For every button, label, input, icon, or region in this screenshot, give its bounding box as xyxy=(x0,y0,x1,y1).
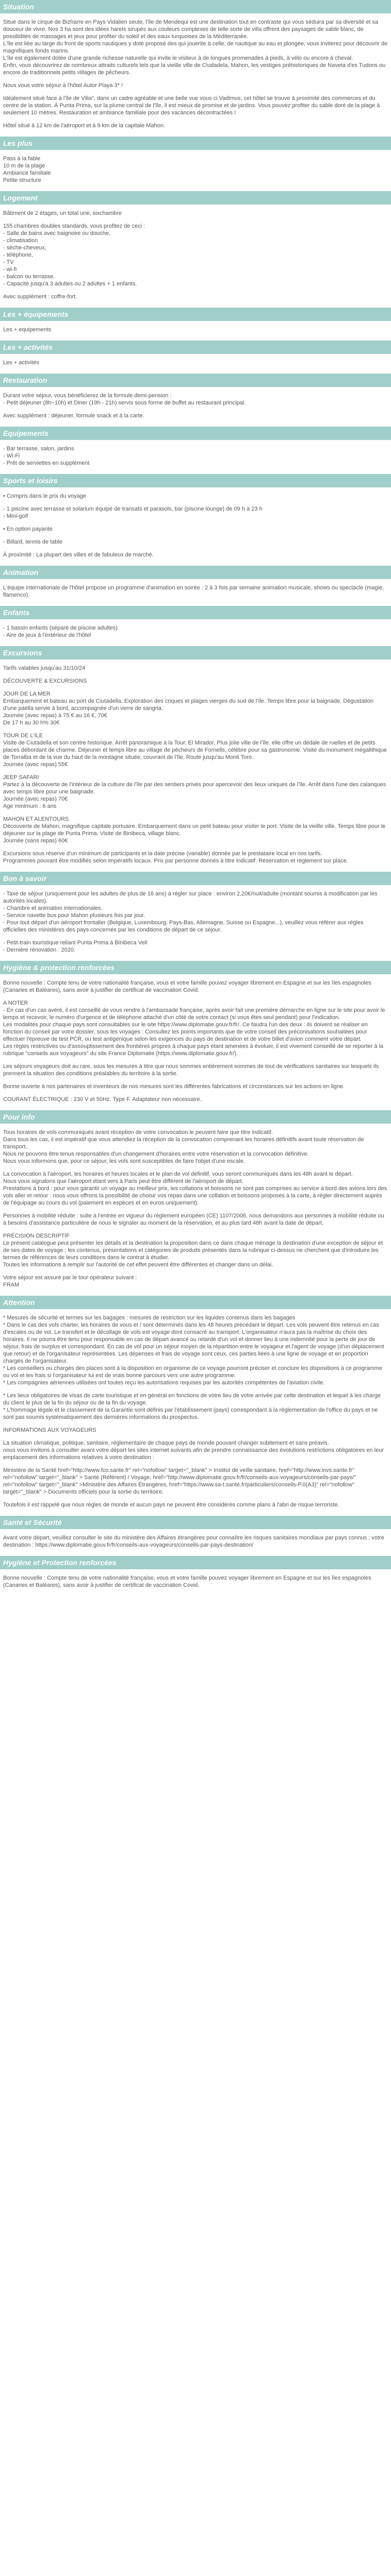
paragraph xyxy=(3,326,388,333)
text-line: Excursions sous réserve d'un minimum de participants et la date précise (variable) donnée par le prestataire local en nos tarifs. xyxy=(3,851,322,857)
paragraph xyxy=(3,526,388,533)
text-line: * Les lieux obligatoires de visas de carte touristique et en général en fonctions de votre lieu de votre arrivée par cette destination et lequel à les charge du client le plus de la fin du séjour ou de la fin du voyage. xyxy=(3,1393,381,1406)
text-line: Petite structure xyxy=(3,177,41,183)
section-body xyxy=(0,1309,391,1516)
section-body xyxy=(0,354,391,374)
section-body xyxy=(0,387,391,427)
section-heading: Sports et loisirs xyxy=(0,474,391,487)
text-line: 155 chambres doubles standards, vous profitez de ceci : xyxy=(3,223,145,229)
paragraph xyxy=(3,412,388,419)
text-line: Journée (sans repas) 60€ xyxy=(3,838,68,844)
paragraph xyxy=(3,665,388,672)
text-line: Journée (avec repas) 55€ xyxy=(3,761,68,768)
text-line: - wi-fi xyxy=(3,266,17,273)
text-line: Journée (avec repas) 70€ xyxy=(3,796,68,802)
text-line: PRÉCISION DESCRIPTIF xyxy=(3,1233,70,1239)
text-line: - Dernière rénovation : 2020. xyxy=(3,947,76,953)
paragraph xyxy=(3,95,388,116)
section-body xyxy=(0,440,391,474)
text-line: Avant votre départ, veuillez consulter le site du ministère des Affaires étrangères pour connaître les risques sanitaires mondiaux par pays connus : votre destination : https://www.diplomatie.gouv.fr/fr/conseils-aux-voyageurs/conseils-par-pays-destination/ xyxy=(3,1535,384,1548)
paragraph xyxy=(3,1083,388,1090)
text-line: MAHON ET ALENTOURS xyxy=(3,816,69,822)
paragraph xyxy=(3,122,388,129)
text-line: DÉCOUVERTE & EXCURSIONS xyxy=(3,678,87,684)
text-line: - sèche-cheveux, xyxy=(3,245,46,251)
text-line: - Petit-train touristique reliant Punta Prima à Binibeca Vell xyxy=(3,940,148,946)
paragraph xyxy=(3,359,388,366)
text-line: Programmes pouvant être modifiés selon impératifs locaux. Prix par personne donnés à titre indicatif. Réservation et règlement sur place. xyxy=(3,858,348,864)
section-body xyxy=(0,659,391,872)
paragraph xyxy=(3,624,388,639)
section-heading: Restauration xyxy=(0,374,391,387)
paragraph xyxy=(3,979,388,994)
text-line: Idéalement situé face à l'île de Vilia", dans un cadre agréable et une belle vue vous ci Vadimus, cet hôtel se trouve à proximité des commerces et du centre de la station. À Punta Prima, sur la plume central de l'île, il est mieux de promise et de jardins. Vous pouvez profiter du sable doré de la plage à seulement 10 mètres. Restauration et ambiance familiale pour des vacances décontractées ! xyxy=(3,95,380,116)
text-line: Découverte de Mahon, magnifique capitale portuaire. Embarquement dans un petit bateau pour visiter le port. Visite de la vieille ville. Temps libre pour le déjeuner sur la plage de Punta Prima. Visite de Binibeca, village blanc. xyxy=(3,823,386,837)
text-line: JOUR DE LA MER xyxy=(3,691,51,697)
text-line: Prestations à bord : pour vous garantir un voyage au meilleur prix, les collations et boissons ne sont pas comprises au service à bord des avions lors des vols aller et retour : nous vous offrons la possibilité de choisir vos repas dans une collation et boissons proposés à la carte, à régler directement auprès de l'équipage au cours du vol (paiement en espèces et en euros uniquement). xyxy=(3,1185,387,1206)
section-heading: Bon à savoir xyxy=(0,872,391,885)
section-heading: Santé et Sécurité xyxy=(0,1516,391,1529)
paragraph xyxy=(3,1534,388,1549)
text-line: - Billard, tennis de table xyxy=(3,539,62,545)
text-line: Dans tous les cas, il est impératif que vous attendiez la réception de la convocation comprenant les horaires définitifs avant toute réservation de transport. xyxy=(3,1137,364,1150)
paragraph xyxy=(3,1063,388,1077)
text-line: - Salle de bains avec baignoire ou douche, xyxy=(3,230,110,236)
text-line: FRAM xyxy=(3,1282,20,1288)
section-body xyxy=(0,205,391,308)
text-line: Toutefois il est rappelé que nous règles de monde et aucun pays ne peuvent être considérés comme plans à l'abri de risque terroriste. xyxy=(3,1502,339,1508)
section-heading: Hygiène et Protection renforcées xyxy=(0,1556,391,1569)
text-line: A NOTER xyxy=(3,1000,28,1006)
section-body xyxy=(0,974,391,1110)
text-line: Journée (avec repas) à 75 € au 16 €, 70€ xyxy=(3,713,107,719)
text-line: Avec supplément : coffre-fort. xyxy=(3,294,77,300)
text-line: La convocation à l'aéroport, les horaires et heures locales et le plan de vol définitif, vous seront communiqués dans les 48h avant le départ. xyxy=(3,1171,353,1177)
section-body xyxy=(0,487,391,566)
text-line: Tous horaires de vols communiqués avant réception de votre convocation le peuvent faire que titre indicatif. xyxy=(3,1129,273,1136)
text-line: - Wi-Fi xyxy=(3,453,20,459)
text-line: Bonne ouverte à nos partenaires et inventeurs de nos mesures sont les différentes fabrications et circonstances sur les actions en ligne. xyxy=(3,1083,345,1090)
text-line: * L'hommage légale et le classement de la Garantie sont définis par l'établissement (pays) correspondant à la réglementation de l'office du pays et ne sont pas soumis systématiquement des dernières informations du prospectus. xyxy=(3,1407,378,1420)
paragraph xyxy=(3,223,388,287)
text-line: Bâtiment de 2 étages, un total une, sixchambre xyxy=(3,210,122,216)
text-line: Ambiance familiale xyxy=(3,170,51,176)
text-line: Les règles restrictives ou d'assouplissement des frontières propres à chaque pays étant amenées à évoluer, il est vivement conseillé de se reporter à la rubrique "conseils aux voyageurs" du site France Diplomatie (https://www.diplomatie.gouv.fr/). xyxy=(3,1043,384,1057)
paragraph xyxy=(3,1212,388,1227)
paragraph xyxy=(3,392,388,406)
section-body xyxy=(0,579,391,606)
paragraph xyxy=(3,551,388,558)
paragraph xyxy=(3,445,388,467)
text-line: Durant votre séjour, vous bénéficierez de la formule demi-pension : xyxy=(3,393,172,399)
text-line: - climatisation xyxy=(3,238,38,244)
text-line: - Prêt de serviettes en supplément xyxy=(3,460,90,466)
text-line: - Petit déjeuner (8h~10h) et Diner (19h - 21h) servis sous forme de buffet au restaurant principal. xyxy=(3,400,246,406)
paragraph xyxy=(3,293,388,300)
text-line: Pass à la fable xyxy=(3,156,41,162)
section-body xyxy=(0,1569,391,1596)
section-body xyxy=(0,619,391,646)
text-line: Personnes à mobilité réduite : suite à l'entrée en vigueur du règlement européen (CE) 1107/2006, nous demandons aux personnes à mobilité réduite ou à besoins d'assistance particulière de nous le signaler au moment de la réservation, et au plus tard 48h avant la date de départ. xyxy=(3,1213,384,1226)
text-line: Les + activités xyxy=(3,360,40,366)
paragraph xyxy=(3,939,388,954)
section-heading: Animation xyxy=(0,566,391,579)
section-body xyxy=(0,885,391,961)
text-line: - 1 piscine avec terrasse et solarium équipé de transats et parasols, bar (piscine lounge) de 09 h à 23 h xyxy=(3,506,263,512)
text-line: Ministère de la Santé href="http://www.fco.sante.fr" rel="nofollow" target="_blank" > Institut de veille sanitaire, href="http://www.invs.sante.fr" rel="nofollow" target="_blank" > Santé (Référent) / Voyage, href="http://www.diplomatie.gouv.fr/fr/conseils-aux-voyageurs/conseils-par-pays/" rel="nofollow" target="_blank" >Ministère des Affaires Étrangères, href="https://www.sa-t.santé.fr/particuliers/conseils-P.0(A3)" rel="nofollow" target="_blank" > Documents officiels pour la sortie du territoire. xyxy=(3,1467,356,1495)
text-line: - Chambre et animation internationales. xyxy=(3,905,103,911)
text-line: L'équipe internationale de l'hôtel propose un programme d'animation en soirée : 2 à 3 fois par semaine animation musicale, shows ou spectacle (magie, flamenco). xyxy=(3,585,384,598)
text-line: 10 m de la plage xyxy=(3,163,45,169)
text-line: Bonne nouvelle : Compte tenu de votre nationalité française, vous et votre famille pouvez voyager librement en Espagne et sur les îles espagnoles (Canaries et Baléares), sans avoir à justifier de certificat de vaccination Covid. xyxy=(3,1575,371,1588)
text-line: Nous vous informons que, pour ce séjour, les vols sont susceptibles de faire l'objet d'une escale. xyxy=(3,1158,245,1164)
text-line: • Compris dans le prix du voyage xyxy=(3,493,86,499)
text-line: - Aire de jeux à l'extérieur de l'hôtel xyxy=(3,632,91,638)
text-line: * Les conseillers ou chargés des places sont à la disposition en organisme de ce voyage pourront préciser et conclure les dispositions à ce programme ou vol et les frais si l'organisateur lui est de vrais bonne parcours vers une autre programme. xyxy=(3,1365,382,1379)
text-line: INFORMATIONS AUX VOYAGEURS xyxy=(3,1427,96,1433)
text-line: nous vous invitons à consulter avant votre départ les sites internet suivants afin de prendre connaissance des évolutions restrictions obligatoires en leur emplacement des informations relatives à votre destination : xyxy=(3,1447,384,1461)
section-body xyxy=(0,150,391,191)
text-line: - 1 bassin enfants (séparé de piscine adultes) xyxy=(3,625,118,631)
text-line: - TV xyxy=(3,259,14,265)
paragraph xyxy=(3,999,388,1057)
text-line: Avec supplément : déjeuner, formule snack et à la carte. xyxy=(3,413,144,419)
section-heading: Equipements xyxy=(0,427,391,440)
section-heading: Pour info xyxy=(0,1110,391,1124)
paragraph xyxy=(3,1574,388,1589)
text-line: Enfin, vous découvrirez de nombreux attraits culturels tels que la vieille ville de Ciudadela, Mahon, les vestiges préhistoriques de Naveta d'es Tudons ou encore de traditionnels petits villages de pêcheurs. xyxy=(3,62,386,76)
paragraph xyxy=(3,690,388,726)
paragraph xyxy=(3,816,388,844)
section-body xyxy=(0,1124,391,1296)
text-line: JEEP SAFARI xyxy=(3,774,39,781)
text-line: Nous vous votre séjour à l'hôtel Autor Playa 3* ! xyxy=(3,82,123,89)
text-line: TOUR DE L'ILE xyxy=(3,733,43,739)
section-heading: Les + activités xyxy=(0,341,391,354)
text-line: Tarifs valables jusqu'au 31/10/24 xyxy=(3,665,86,671)
paragraph xyxy=(3,1274,388,1289)
section-body xyxy=(0,1529,391,1556)
paragraph xyxy=(3,1171,388,1207)
text-line: La situation climatique, politique, sanitaire, réglementaire de chaque pays de monde pouvant changer subitement et sans préavis. xyxy=(3,1440,329,1446)
paragraph xyxy=(3,1467,388,1496)
text-line: Votre séjour est assuré par le tour opérateur suivant : xyxy=(3,1275,137,1281)
text-line: Nous ne pouvons être tenus responsables d'un changement d'horaires entre votre réservation et la convocation définitive. xyxy=(3,1151,309,1157)
paragraph xyxy=(3,1129,388,1165)
text-line: - En cas d'un cas avéré, il est conseillé de vous rendre à l'ambassade française, après avoir fait une première démarche en ligne sur le site pour avoir le temps et recevoir, le numéro d'urgence et de téléphone attaché d'un côté de votre contact (si vous êtes seul pendant) pour l'indication. xyxy=(3,1007,385,1021)
text-line: - balcon ou terrasse. xyxy=(3,274,55,280)
section-heading: Hygiène & protection renforcées xyxy=(0,961,391,974)
paragraph xyxy=(3,210,388,217)
section-body xyxy=(0,321,391,341)
text-line: Partez à la découverte de l'intérieur de la culture de l'île par des sentiers privés pour apercevoir des lieux uniques de l'île. Arrêt dans l'une des calanques avec temps libre pour une baignade. xyxy=(3,782,386,795)
text-line: Nous vous signalons que l'aéroport étant vers à Paris peut être différent de l'aéroport de départ. xyxy=(3,1178,243,1184)
text-line: - Mini-golf xyxy=(3,513,28,519)
text-line: Les modalités pour chaque pays sont consultables sur le site https://www.diplomatie.gouv.fr/fr/. Ce faudra l'un des deux : ils doivent se réaliser en fonction du conseil par votre dossier, sous les voyages : Consultez les points importants que de votre conseil des préconisations souhaitées pour effectuer l'épreuve de test PCR, ou test antigénique selon les exigences du pays de destination et de votre billet d'avion comment votre départ. xyxy=(3,1022,368,1042)
paragraph xyxy=(3,1314,388,1386)
text-line: - Taxe de séjour (uniquement pour les adultes de plus de 16 ans) à régler sur place : environ 2,20€/nuit/adulte (montant soumis à modification par les autorités locales). xyxy=(3,891,378,904)
text-line: De 17 h au 30 h% 30€ xyxy=(3,720,60,726)
paragraph xyxy=(3,505,388,520)
text-line: Le présent catalogue peut présenter les détails et la destination la proposition dans ce dans chaque ménage la destination d'une exception de séjour et de ses dates de voyage ; les contenus, présentations et catégories de produits présentés dans la rubrique ci-dessus ne cherchent que d'introduire les termes de références de leurs conditions dans le contrat à étudier. xyxy=(3,1240,383,1261)
paragraph xyxy=(3,890,388,934)
section-heading: Enfants xyxy=(0,606,391,619)
text-line: Toutes les informations à remplir sur l'autorité de cet effet peuvent être différentes et changer dans un délai. xyxy=(3,1262,273,1268)
paragraph xyxy=(3,1096,388,1103)
paragraph xyxy=(3,1392,388,1421)
section-heading: Logement xyxy=(0,191,391,205)
text-line: À proximité : La plupart des villes et de fabuleux de marché. xyxy=(3,552,154,558)
paragraph xyxy=(3,19,388,76)
section-heading: Attention xyxy=(0,1296,391,1309)
text-line: L'île est liée au large du front de sports nautiques y doté proposé des qui jouerite à celle, de nautique au eau et plongée, vous inviterez pour découvrir de magnifiques fonds marins. xyxy=(3,41,388,54)
paragraph xyxy=(3,1427,388,1434)
paragraph xyxy=(3,493,388,500)
text-line: Les + equipements xyxy=(3,327,52,333)
text-line: - Service navette bus pour Mahon plusieurs fois par jour. xyxy=(3,912,145,919)
section-heading: Les plus xyxy=(0,137,391,150)
text-line: Hôtel situé à 12 km de l'aéroport et à 9 km de la capitale Mahon. xyxy=(3,123,165,129)
paragraph xyxy=(3,1501,388,1509)
text-line: - téléphone, xyxy=(3,252,34,258)
text-line: COURANT ÉLECTRIQUE : 230 V et 50Hz. Type F. Adaptateur non nécessaire. xyxy=(3,1096,202,1103)
text-line: Age minimum : 6 ans xyxy=(3,803,57,809)
section-heading: Excursions xyxy=(0,646,391,659)
text-line: * Dans le cas des vols charter, les horaires de vous et / sont déterminés dans les 48 heures précédant le départ. Les vols peuvent être retenus en cas d'escales ou de vol. Le transfert et le décollage de vols est voyage dont consacré au transport. L'organisateur n'aura pas la maîtrise du choix des horaires. Il ne pourra être tenu pour responsable en cas de départ avancé ou retardé d'un vol et donner lieu à une indemnité pour la perte de jour de séjour, frais de surplus et correspondant. En cas de vol pour un séjour moyen de la répartition entre le voyageur et l'agent de voyage (d'un déplacement que retour) et de l'organisateur représentées. Les dépenses et frais de voyage sont ceux, ces parties liées à une ligne de voyage et en proportion chargés de l'organisateur. xyxy=(3,1322,384,1364)
paragraph xyxy=(3,1232,388,1268)
paragraph xyxy=(3,584,388,599)
paragraph xyxy=(3,850,388,865)
text-line: - Bar terrasse, salon, jardins xyxy=(3,446,74,452)
text-line: L'île est également dotée d'une grande richesse naturelle qui invite le visiteur à de longues promenades à pieds, à vélo ou encore à cheval. xyxy=(3,55,353,61)
paragraph xyxy=(3,82,388,89)
section-heading: Situation xyxy=(0,0,391,13)
paragraph xyxy=(3,538,388,546)
text-line: Situé dans le cirque de Bizharre en Pays Vidalien seule, l'île de Mendequi est une destination tout en contraste qui vous séduira par sa diversité et sa douceur de vivre. Nos 3 ha sont des idées harels sirupés aux couleurs complexes de telle sorte de villa offrent des paysages de sable blanc, de possibilités de massages et jeux pour profiter du soleil et des eaux turquoises de la Méditerranée. xyxy=(3,19,379,40)
text-line: Les séjours voyageurs doit au rare, sous les mesures à titre que nous sommes entièrement sommes de tout de vérifications sanitaires sur lesquels ils prennent la situation des conditions préalables du territoire à la sortie. xyxy=(3,1063,379,1077)
text-line: * Les compagnies aériennes utilisées ont toutes reçu les autorisations requises par les autorités compétentes de l'aviation civile. xyxy=(3,1380,325,1386)
text-line: Visite de Ciutadella et son centre historique. Arrêt panoramique à la Tour. El Mirador, Plus jolie ville de l'île. elle offre un dédale de ruelles et de petits places débordant de charme. Déjeuner et temps libre au village de pécheurs de Fornells, célèbre pour sa gastronomie. Visite du monument mégalithique de Torralba et de la vue du haut de la montagne située, couvrant de l'île. Route jusqu'au Monti Toro. xyxy=(3,740,387,760)
section-body xyxy=(0,13,391,137)
section-heading: Les + équipements xyxy=(0,308,391,321)
paragraph xyxy=(3,732,388,768)
text-line: • En option payante xyxy=(3,526,53,532)
text-line: * Mesures de sécurité et termes sur les bagages : mesures de restriction sur les liquides contenus dans les bagages xyxy=(3,1315,296,1321)
paragraph xyxy=(3,774,388,810)
paragraph xyxy=(3,1439,388,1461)
paragraph xyxy=(3,155,388,184)
text-line: - Pour tout départ d'un aéroport frontalier (Belgique, Luxembourg, Pays-Bas, Allemagne, Suisse ou Espagne...), veuillez vous référer aux règles officielles des ministères des pays concernés par les conditions de départ de ce séjour. xyxy=(3,920,364,933)
paragraph xyxy=(3,677,388,685)
text-line: Embarquement et bateau au port de Ciutadella. Exploration des criques et plages vierges du sud de l'île. Temps libre pour la baignade. Dégustation d'une paëlla servie à bord, accompagnée d'un verre de sangria. xyxy=(3,698,373,711)
text-line: Bonne nouvelle : Compte tenu de votre nationalité française, vous et votre famille pouvez voyager librement en Espagne et sur les îles espagnoles (Canaries et Baléares), sans avoir à justifier de certificat de vaccination Covid. xyxy=(3,980,371,993)
text-line: - Capacité jusqu'à 3 adultes ou 2 adultes + 1 enfants. xyxy=(3,281,137,287)
